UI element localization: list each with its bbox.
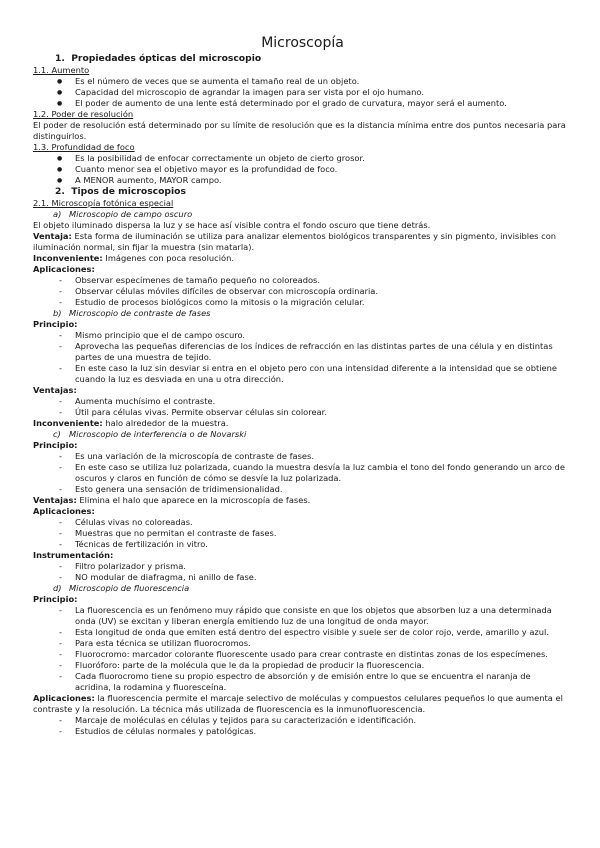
subsection-a-title: Microscopio de campo oscuro (69, 209, 193, 219)
inconveniente-text: Imágenes con poca resolución. (102, 253, 234, 263)
ventaja-label: Ventaja: (33, 231, 72, 241)
profundidad-list (33, 153, 572, 186)
section-1-title: Propiedades ópticas del microscopio (71, 53, 262, 64)
list-item: - Mismo principio que el de campo oscuro. (33, 330, 572, 341)
list-item: - Aumenta muchísimo el contraste. (33, 396, 572, 407)
ventaja-text: Esta forma de iluminación se utiliza para analizar elementos biológicos transparentes y sin pigmento, invisibles con iluminación normal, sin fijar la muestra (sin matarla). (33, 231, 557, 252)
section-2-heading (33, 186, 572, 198)
list-item: - En este caso la luz sin desviar si entra en el objeto pero con una intensidad diferente a la intensidad que se obtiene cuando la luz es desviada en una u otra dirección. (33, 363, 572, 385)
interferencia-principio (33, 451, 572, 495)
inconveniente-text: halo alrededor de la muestra. (102, 418, 229, 428)
aplicaciones-label: Aplicaciones: (33, 506, 95, 516)
list-item: ● Capacidad del microscopio de agrandar la imagen para ser vista por el ojo humano. (33, 87, 572, 98)
aplicaciones-label: Aplicaciones: (33, 693, 95, 703)
list-item: - Células vivas no coloreadas. (33, 517, 572, 528)
campo-oscuro-intro: El objeto iluminado dispersa la luz y se hace así visible contra el fondo oscuro que tiene detrás. (33, 220, 431, 230)
list-item: ● A MENOR aumento, MAYOR campo. (33, 175, 572, 186)
list-item: - Aprovecha las pequeñas diferencias de los índices de refracción en las distintas partes de una célula y en distintas partes de una muestra de tejido. (33, 341, 572, 363)
ventajas-label: Ventajas: (33, 495, 77, 505)
list-item: - Técnicas de fertilización in vitro. (33, 539, 572, 550)
list-item: - La fluorescencia es un fenómeno muy rápido que consiste en que los objetos que absorben luz a una determinada onda (UV) se excitan y liberan energía emitiendo luz de una longitud de onda mayor. (33, 605, 572, 627)
subsection-b-letter: b) (53, 308, 62, 318)
contraste-ventajas (33, 396, 572, 418)
campo-oscuro-ventaja (33, 231, 572, 253)
resolucion-text: El poder de resolución está determinado por su límite de resolución que es la distancia mínima entre dos puntos necesaria para distinguirlos. (33, 120, 566, 141)
ventajas-text: Elimina el halo que aparece en la microscopía de fases. (76, 495, 311, 505)
principio-label: Principio: (33, 440, 78, 450)
campo-oscuro-inconveniente (33, 253, 572, 264)
principio-label: Principio: (33, 319, 78, 329)
section-1-number: 1. (55, 53, 65, 64)
subsection-a-letter: a) (53, 209, 62, 219)
list-item: - Muestras que no permitan el contraste de fases. (33, 528, 572, 539)
subsection-b-title: Microscopio de contraste de fases (69, 308, 211, 318)
section-2-title: Tipos de microscopios (71, 186, 186, 197)
fluorescencia-principio (33, 605, 572, 693)
list-item: - Esto genera una sensación de tridimensionalidad. (33, 484, 572, 495)
fluorescencia-aplicaciones-text (33, 693, 572, 715)
page-title: Microscopía (261, 35, 344, 51)
list-item: - Fluoróforo: parte de la molécula que le da la propiedad de producir la fluorescencia. (33, 660, 572, 671)
subsection-c-title: Microscopio de interferencia o de Novarski (69, 429, 247, 439)
profundidad-heading: 1.3. Profundidad de foco (33, 142, 135, 152)
list-item: - Cada fluorocromo tiene su propio espectro de absorción y de emisión entre lo que se encuentra el naranja de acridina, la rodamina y fluoresceína. (33, 671, 572, 693)
ventajas-label: Ventajas: (33, 385, 77, 395)
list-item: - En este caso se utiliza luz polarizada, cuando la muestra desvía la luz cambia el tono del fondo generando un arco de oscuros y claros en función de cómo se desvíe la luz polarizada. (33, 462, 572, 484)
list-item: - Para esta técnica se utilizan fluorocromos. (33, 638, 572, 649)
instrumentacion-label: Instrumentación: (33, 550, 114, 560)
section-1-heading (33, 53, 572, 65)
list-item: - Estudio de procesos biológicos como la mitosis o la migración celular. (33, 297, 572, 308)
aumento-list (33, 76, 572, 109)
aplicaciones-text: la fluorescencia permite el marcaje selectivo de moléculas y compuestos celulares pequeños lo que aumenta el contraste y la resolución. La técnica más utilizada de fluorescencia es la inmunofluorescencia. (33, 693, 563, 714)
subsection-c-heading (33, 429, 572, 440)
list-item: ● Es el número de veces que se aumenta el tamaño real de un objeto. (33, 76, 572, 87)
interferencia-aplicaciones (33, 517, 572, 550)
subsection-d-title: Microscopio de fluorescencia (69, 583, 190, 593)
list-item: - NO modular de diafragma, ni anillo de fase. (33, 572, 572, 583)
subsection-c-letter: c) (53, 429, 61, 439)
campo-oscuro-aplicaciones (33, 275, 572, 308)
list-item: - Útil para células vivas. Permite observar células sin colorear. (33, 407, 572, 418)
subsection-d-letter: d) (53, 583, 62, 593)
interferencia-instrumentacion (33, 561, 572, 583)
list-item: - Filtro polarizador y prisma. (33, 561, 572, 572)
subsection-d-heading (33, 583, 572, 594)
list-item: ● Cuanto menor sea el objetivo mayor es la profundidad de foco. (33, 164, 572, 175)
fotonica-heading: 2.1. Microscopía fotónica especial (33, 198, 174, 208)
list-item: - Observar especímenes de tamaño pequeño no coloreados. (33, 275, 572, 286)
inconveniente-label: Inconveniente: (33, 253, 103, 263)
subsection-b-heading (33, 308, 572, 319)
subsection-a-heading (33, 209, 572, 220)
list-item: - Estudios de células normales y patológicas. (33, 726, 572, 737)
principio-label: Principio: (33, 594, 78, 604)
list-item: - Esta longitud de onda que emiten está dentro del espectro visible y suele ser de color rojo, verde, amarillo y azul. (33, 627, 572, 638)
interferencia-ventajas (33, 495, 572, 506)
inconveniente-label: Inconveniente: (33, 418, 103, 428)
list-item: - Observar células móviles difíciles de observar con microscopía ordinaria. (33, 286, 572, 297)
list-item: - Marcaje de moléculas en células y tejidos para su caracterización e identificación. (33, 715, 572, 726)
list-item: - Fluorocromo: marcador colorante fluorescente usado para crear contraste en distintas zonas de los especímenes. (33, 649, 572, 660)
contraste-inconveniente (33, 418, 572, 429)
list-item: ● El poder de aumento de una lente está determinado por el grado de curvatura, mayor será el aumento. (33, 98, 572, 109)
aplicaciones-label: Aplicaciones: (33, 264, 95, 274)
list-item: ● Es la posibilidad de enfocar correctamente un objeto de cierto grosor. (33, 153, 572, 164)
fluorescencia-aplicaciones (33, 715, 572, 737)
list-item: - Es una variación de la microscopía de contraste de fases. (33, 451, 572, 462)
contraste-principio (33, 330, 572, 385)
aumento-heading: 1.1. Aumento (33, 65, 90, 75)
section-2-number: 2. (55, 186, 65, 197)
resolucion-heading: 1.2. Poder de resolución (33, 109, 134, 119)
